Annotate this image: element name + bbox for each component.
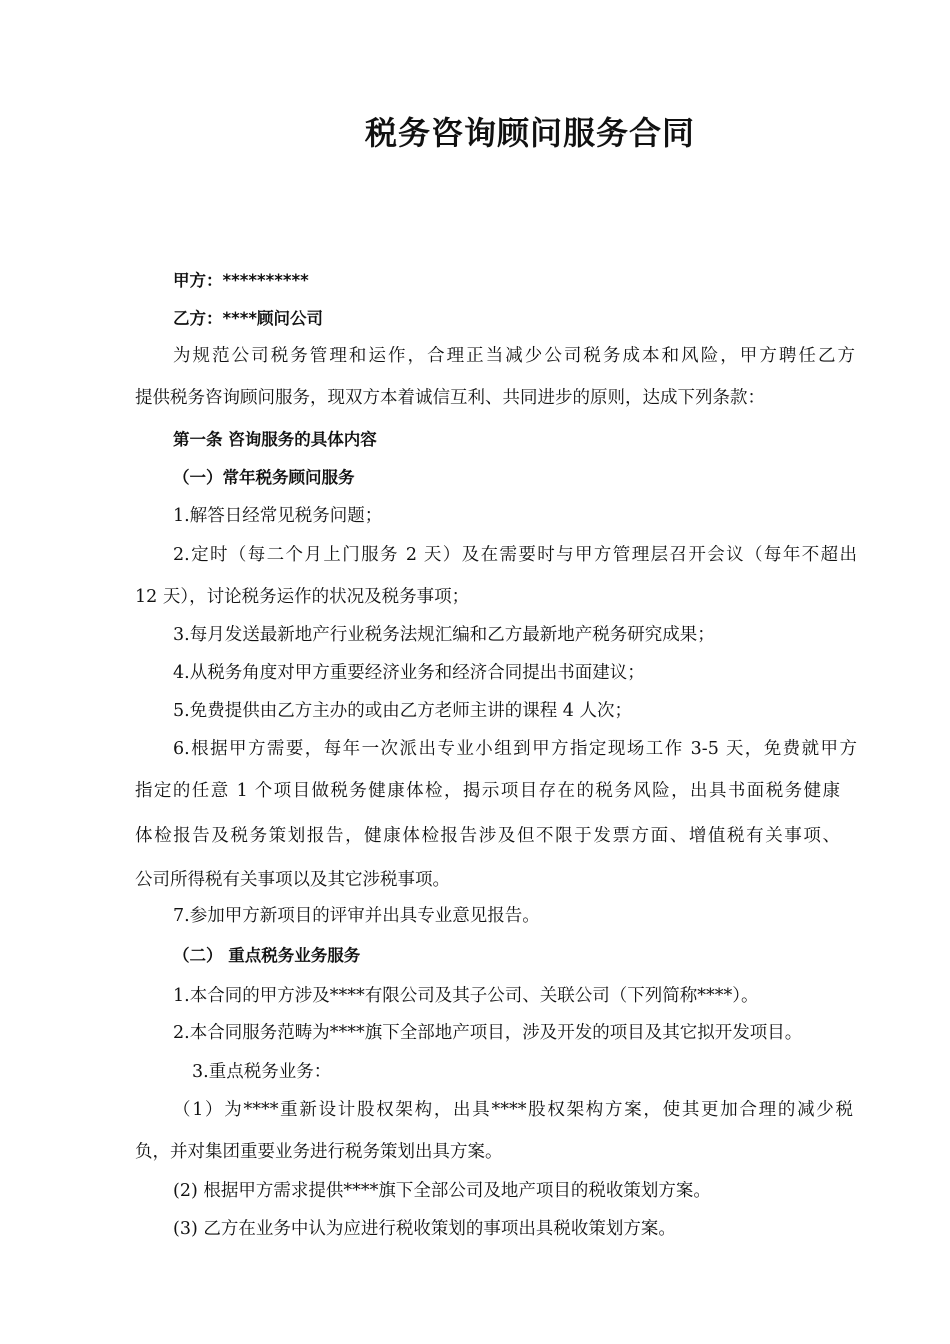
- party-b: 乙方：****顾问公司: [173, 309, 324, 328]
- section-2-item: 1.本合同的甲方涉及****有限公司及其子公司、关联公司（下列简称****）。: [173, 986, 759, 1006]
- section-2-item: 负，并对集团重要业务进行税务策划出具方案。: [135, 1142, 503, 1162]
- article-1-heading: 第一条 咨询服务的具体内容: [173, 430, 377, 449]
- section-1-item: 12 天），讨论税务运作的状况及税务事项；: [135, 587, 470, 607]
- section-2-heading: （二） 重点税务业务服务: [173, 946, 361, 965]
- party-a: 甲方：**********: [173, 271, 309, 290]
- section-2-item: (3) 乙方在业务中认为应进行税收策划的事项出具税收策划方案。: [173, 1219, 676, 1239]
- section-2-item: (2) 根据甲方需求提供****旗下全部公司及地产项目的税收策划方案。: [173, 1181, 711, 1201]
- intro-line-1: 为规范公司税务管理和运作，合理正当减少公司税务成本和风险，甲方聘任乙方: [173, 346, 855, 366]
- section-1-heading: （一）常年税务顾问服务: [173, 468, 355, 487]
- document-title: 税务咨询顾问服务合同: [364, 114, 695, 152]
- intro-line-2: 提供税务咨询顾问服务，现双方本着诚信互利、共同进步的原则，达成下列条款：: [135, 388, 765, 408]
- section-1-item: 4.从税务角度对甲方重要经济业务和经济合同提出书面建议；: [173, 663, 645, 683]
- section-2-item: 2.本合同服务范畴为****旗下全部地产项目，涉及开发的项目及其它拟开发项目。: [173, 1023, 803, 1043]
- section-1-item: 公司所得税有关事项以及其它涉税事项。: [135, 870, 450, 890]
- section-1-item: 5.免费提供由乙方主办的或由乙方老师主讲的课程 4 人次；: [173, 701, 632, 721]
- section-2-item: （1）为****重新设计股权架构，出具****股权架构方案，使其更加合理的减少税: [173, 1100, 853, 1120]
- section-1-item: 7.参加甲方新项目的评审并出具专业意见报告。: [173, 906, 540, 926]
- section-1-item: 指定的任意 1 个项目做税务健康体检，揭示项目存在的税务风险，出具书面税务健康: [135, 781, 840, 801]
- section-1-item: 体检报告及税务策划报告，健康体检报告涉及但不限于发票方面、增值税有关事项、: [135, 826, 840, 846]
- section-1-item: 3.每月发送最新地产行业税务法规汇编和乙方最新地产税务研究成果；: [173, 625, 715, 645]
- section-1-item: 6.根据甲方需要，每年一次派出专业小组到甲方指定现场工作 3-5 天，免费就甲方: [173, 739, 857, 759]
- section-2-item: 3.重点税务业务：: [192, 1062, 332, 1082]
- section-1-item: 1.解答日经常见税务问题；: [173, 506, 383, 526]
- section-1-item: 2.定时（每二个月上门服务 2 天）及在需要时与甲方管理层召开会议（每年不超出: [173, 545, 857, 565]
